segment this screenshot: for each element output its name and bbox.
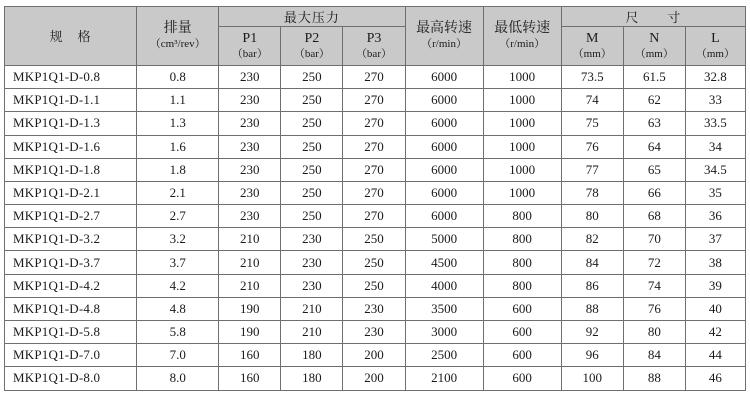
header-dim-m-label: M (586, 31, 599, 46)
cell-dim-m: 75 (561, 112, 623, 135)
cell-dim-m: 100 (561, 367, 623, 390)
cell-dim-m: 77 (561, 158, 623, 181)
cell-displacement: 2.7 (137, 205, 219, 228)
cell-displacement: 1.1 (137, 89, 219, 112)
header-dim-m (561, 27, 623, 66)
cell-p3: 250 (343, 274, 405, 297)
cell-dim-m: 84 (561, 251, 623, 274)
cell-displacement: 3.7 (137, 251, 219, 274)
cell-model: MKP1Q1-D-4.2 (5, 274, 137, 297)
cell-dim-n: 65 (623, 158, 685, 181)
cell-min-speed: 800 (483, 274, 561, 297)
cell-p3: 270 (343, 65, 405, 88)
cell-p3: 250 (343, 228, 405, 251)
cell-p2: 250 (281, 112, 343, 135)
cell-p1: 160 (219, 344, 281, 367)
cell-model: MKP1Q1-D-0.8 (5, 65, 137, 88)
cell-max-speed: 4000 (405, 274, 483, 297)
cell-max-speed: 6000 (405, 158, 483, 181)
cell-dim-m: 73.5 (561, 65, 623, 88)
cell-p2: 230 (281, 251, 343, 274)
header-min-speed-label: 最低转速 (494, 21, 551, 36)
header-displacement-unit: （cm³/rev） (149, 38, 206, 51)
header-dim-l-label: L (711, 31, 720, 46)
header-dim-l-unit: （mm） (695, 48, 735, 61)
cell-model: MKP1Q1-D-2.7 (5, 205, 137, 228)
cell-dim-l: 44 (685, 344, 745, 367)
cell-dim-n: 88 (623, 367, 685, 390)
header-dim-m-unit: （mm） (572, 48, 612, 61)
cell-dim-l: 40 (685, 297, 745, 320)
header-max-speed-label: 最高转速 (416, 21, 473, 36)
cell-model: MKP1Q1-D-1.8 (5, 158, 137, 181)
cell-dim-n: 62 (623, 89, 685, 112)
table-row (5, 274, 746, 297)
table-row (5, 158, 746, 181)
cell-displacement: 3.2 (137, 228, 219, 251)
cell-max-speed: 6000 (405, 135, 483, 158)
cell-displacement: 8.0 (137, 367, 219, 390)
cell-min-speed: 800 (483, 205, 561, 228)
header-dim-l (685, 27, 745, 66)
cell-min-speed: 1000 (483, 158, 561, 181)
cell-displacement: 4.2 (137, 274, 219, 297)
header-max-pressure: 最大压力 (219, 7, 405, 27)
cell-p1: 230 (219, 112, 281, 135)
specification-table (4, 6, 746, 391)
header-p3 (343, 27, 405, 66)
cell-min-speed: 1000 (483, 112, 561, 135)
cell-max-speed: 4500 (405, 251, 483, 274)
cell-p2: 250 (281, 65, 343, 88)
cell-displacement: 1.8 (137, 158, 219, 181)
cell-dim-l: 36 (685, 205, 745, 228)
cell-dim-n: 72 (623, 251, 685, 274)
cell-dim-n: 70 (623, 228, 685, 251)
cell-dim-m: 80 (561, 205, 623, 228)
cell-p2: 180 (281, 367, 343, 390)
cell-dim-m: 74 (561, 89, 623, 112)
table-row (5, 89, 746, 112)
cell-dim-m: 82 (561, 228, 623, 251)
table-row (5, 65, 746, 88)
cell-max-speed: 6000 (405, 89, 483, 112)
cell-p3: 200 (343, 367, 405, 390)
table-row (5, 228, 746, 251)
header-dim-n-unit: （mm） (634, 48, 674, 61)
cell-dim-l: 34.5 (685, 158, 745, 181)
cell-p2: 230 (281, 228, 343, 251)
cell-max-speed: 6000 (405, 112, 483, 135)
cell-max-speed: 2500 (405, 344, 483, 367)
cell-dim-l: 35 (685, 181, 745, 204)
cell-p2: 250 (281, 181, 343, 204)
cell-model: MKP1Q1-D-8.0 (5, 367, 137, 390)
cell-dim-m: 88 (561, 297, 623, 320)
cell-p3: 270 (343, 112, 405, 135)
cell-dim-l: 37 (685, 228, 745, 251)
cell-p1: 160 (219, 367, 281, 390)
cell-max-speed: 2100 (405, 367, 483, 390)
cell-dim-n: 68 (623, 205, 685, 228)
cell-p2: 210 (281, 297, 343, 320)
cell-dim-l: 42 (685, 321, 745, 344)
cell-max-speed: 5000 (405, 228, 483, 251)
cell-displacement: 4.8 (137, 297, 219, 320)
cell-p1: 230 (219, 205, 281, 228)
cell-dim-m: 76 (561, 135, 623, 158)
table-row (5, 181, 746, 204)
cell-p1: 230 (219, 89, 281, 112)
cell-model: MKP1Q1-D-1.3 (5, 112, 137, 135)
cell-p1: 190 (219, 297, 281, 320)
cell-min-speed: 800 (483, 251, 561, 274)
header-min-speed (483, 7, 561, 66)
cell-p3: 230 (343, 297, 405, 320)
header-p1 (219, 27, 281, 66)
cell-p2: 250 (281, 135, 343, 158)
cell-p1: 210 (219, 228, 281, 251)
cell-p2: 250 (281, 158, 343, 181)
cell-p2: 210 (281, 321, 343, 344)
table-row (5, 297, 746, 320)
header-p3-label: P3 (366, 31, 382, 46)
cell-p2: 250 (281, 89, 343, 112)
cell-model: MKP1Q1-D-7.0 (5, 344, 137, 367)
cell-min-speed: 1000 (483, 65, 561, 88)
header-p1-unit: （bar） (231, 48, 268, 61)
table-row (5, 321, 746, 344)
cell-model: MKP1Q1-D-1.1 (5, 89, 137, 112)
header-p2-label: P2 (304, 31, 320, 46)
cell-dim-n: 84 (623, 344, 685, 367)
header-spec: 规 格 (5, 7, 137, 66)
cell-max-speed: 6000 (405, 181, 483, 204)
header-dim-n-label: N (649, 31, 660, 46)
cell-p2: 250 (281, 205, 343, 228)
cell-displacement: 7.0 (137, 344, 219, 367)
cell-dim-n: 61.5 (623, 65, 685, 88)
header-p2 (281, 27, 343, 66)
cell-dim-l: 34 (685, 135, 745, 158)
header-displacement (137, 7, 219, 66)
cell-p1: 190 (219, 321, 281, 344)
cell-dim-l: 33.5 (685, 112, 745, 135)
cell-model: MKP1Q1-D-5.8 (5, 321, 137, 344)
header-row-1 (5, 7, 746, 27)
table-row (5, 367, 746, 390)
header-max-speed-unit: （r/min） (421, 38, 467, 51)
cell-p3: 270 (343, 205, 405, 228)
cell-p3: 270 (343, 135, 405, 158)
header-p2-unit: （bar） (293, 48, 330, 61)
cell-p2: 180 (281, 344, 343, 367)
table-row (5, 251, 746, 274)
header-p1-label: P1 (242, 31, 258, 46)
cell-min-speed: 600 (483, 367, 561, 390)
cell-max-speed: 6000 (405, 65, 483, 88)
cell-dim-m: 96 (561, 344, 623, 367)
cell-dim-n: 63 (623, 112, 685, 135)
cell-p1: 230 (219, 135, 281, 158)
cell-dim-n: 76 (623, 297, 685, 320)
cell-p1: 210 (219, 274, 281, 297)
cell-model: MKP1Q1-D-3.2 (5, 228, 137, 251)
cell-model: MKP1Q1-D-4.8 (5, 297, 137, 320)
cell-model: MKP1Q1-D-2.1 (5, 181, 137, 204)
table-row (5, 205, 746, 228)
cell-min-speed: 600 (483, 321, 561, 344)
cell-dim-n: 64 (623, 135, 685, 158)
cell-p1: 230 (219, 181, 281, 204)
cell-dim-m: 78 (561, 181, 623, 204)
cell-dim-l: 39 (685, 274, 745, 297)
cell-max-speed: 6000 (405, 205, 483, 228)
cell-dim-l: 32.8 (685, 65, 745, 88)
cell-dim-l: 38 (685, 251, 745, 274)
cell-p1: 230 (219, 158, 281, 181)
cell-min-speed: 600 (483, 344, 561, 367)
cell-displacement: 1.3 (137, 112, 219, 135)
cell-dim-n: 74 (623, 274, 685, 297)
table-row (5, 112, 746, 135)
cell-p1: 210 (219, 251, 281, 274)
cell-p3: 250 (343, 251, 405, 274)
cell-dim-l: 33 (685, 89, 745, 112)
cell-p2: 230 (281, 274, 343, 297)
table-header (5, 7, 746, 66)
header-displacement-label: 排量 (163, 21, 192, 36)
header-max-speed (405, 7, 483, 66)
cell-displacement: 5.8 (137, 321, 219, 344)
cell-p1: 230 (219, 65, 281, 88)
cell-max-speed: 3000 (405, 321, 483, 344)
cell-p3: 230 (343, 321, 405, 344)
cell-dim-m: 92 (561, 321, 623, 344)
cell-min-speed: 800 (483, 228, 561, 251)
cell-displacement: 1.6 (137, 135, 219, 158)
cell-dim-n: 66 (623, 181, 685, 204)
cell-model: MKP1Q1-D-3.7 (5, 251, 137, 274)
header-dimensions: 尺 寸 (561, 7, 745, 27)
cell-max-speed: 3500 (405, 297, 483, 320)
cell-min-speed: 1000 (483, 89, 561, 112)
cell-model: MKP1Q1-D-1.6 (5, 135, 137, 158)
cell-displacement: 2.1 (137, 181, 219, 204)
header-p3-unit: （bar） (355, 48, 392, 61)
cell-p3: 200 (343, 344, 405, 367)
cell-min-speed: 1000 (483, 135, 561, 158)
cell-min-speed: 600 (483, 297, 561, 320)
cell-dim-n: 80 (623, 321, 685, 344)
cell-dim-m: 86 (561, 274, 623, 297)
cell-min-speed: 1000 (483, 181, 561, 204)
cell-dim-l: 46 (685, 367, 745, 390)
table-row (5, 344, 746, 367)
table-body (5, 65, 746, 390)
header-dim-n (623, 27, 685, 66)
cell-p3: 270 (343, 158, 405, 181)
table-row (5, 135, 746, 158)
cell-displacement: 0.8 (137, 65, 219, 88)
cell-p3: 270 (343, 89, 405, 112)
header-min-speed-unit: （r/min） (499, 38, 546, 51)
cell-p3: 270 (343, 181, 405, 204)
